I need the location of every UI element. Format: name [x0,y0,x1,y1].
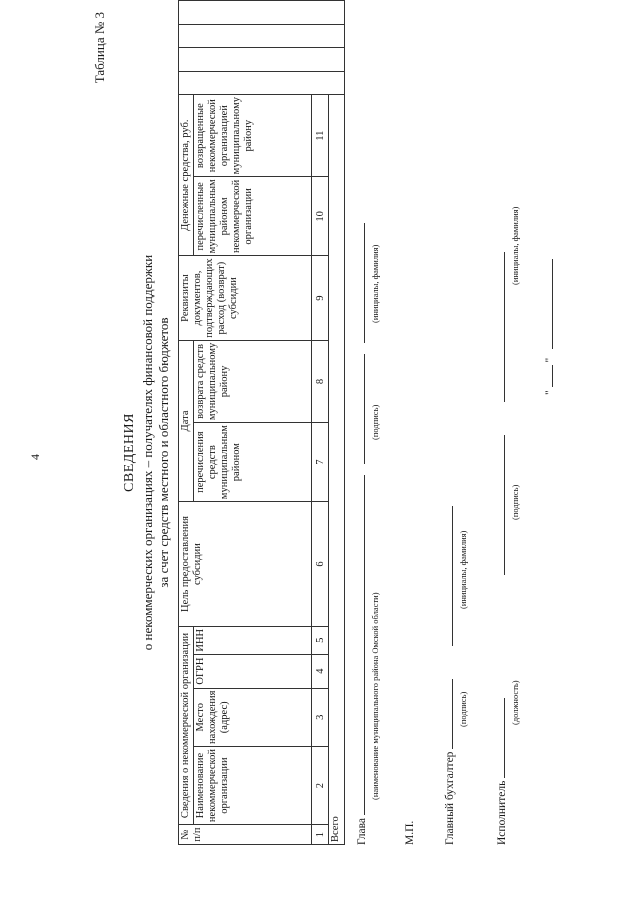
executor-signature-line [492,252,508,845]
header-date-transfer: перечисления средств муниципальным районом [194,423,312,502]
col-number-cell: 4 [312,654,329,688]
header-ogrn: ОГРН [194,654,312,688]
date-line [540,259,556,395]
col-number-cell: 3 [312,688,329,746]
header-purpose: Цель предоставления субсидии [179,502,312,627]
head-name-blank [352,223,365,343]
header-money-return: возвращенные некоммерческой организацией муниципальному району [194,95,312,177]
executor-sign-blank [492,435,505,575]
col-number-cell: 1 [312,825,329,845]
total-row [329,1,345,845]
executor-label: Исполнитель [496,780,508,845]
document-subtitle [140,0,172,905]
accountant-caption-name: (инициалы, фамилия) [458,530,468,609]
header-money-transfer: перечисленные муниципальным районом некоммерческой организации [194,177,312,256]
subsidy-table [178,0,345,845]
head-label: Глава [356,817,368,845]
head-caption-sign: (подпись) [370,404,380,440]
header-row-1 [179,1,194,845]
col-number-cell: 8 [312,340,329,422]
extra-col-3 [179,24,345,47]
accountant-signature-line [440,506,456,845]
date-quote: " [544,357,556,363]
executor-position-blank [492,698,505,778]
head-sign-blank [352,354,365,464]
col-number-cell: 11 [312,95,329,177]
header-name: Наименование некоммерческой организации [194,747,312,825]
col-number-cell: 9 [312,256,329,340]
header-org-group: Сведения о некоммерческой организации [179,626,194,824]
col-number-cell: 7 [312,423,329,502]
col-number-cell: 2 [312,747,329,825]
head-org-blank [352,475,365,815]
header-place: Место нахождения (адрес) [194,688,312,746]
extra-col-1 [179,71,345,94]
accountant-sign-blank [440,679,453,749]
col-number-cell: 6 [312,502,329,627]
col-number-cell: 5 [312,626,329,654]
extra-col-4 [179,1,345,25]
executor-caption-position: (должность) [510,680,520,725]
accountant-label: Главный бухгалтер [444,751,456,845]
date-day-blank [540,365,553,387]
subtitle-line-1: о некоммерческих организациях – получателях финансовой поддержки [140,254,155,651]
page-number: 4 [28,454,42,460]
head-signature-line [352,223,368,845]
header-docs: Реквизиты документов, подтверждающих расход (возврат) субсидии [179,256,312,340]
header-date-return: возврата средств муниципальному району [194,340,312,422]
col-number-cell: 10 [312,177,329,256]
date-month-blank [540,259,553,349]
document-title: СВЕДЕНИЯ [122,413,137,492]
date-quote: " [544,390,556,395]
header-inn: ИНН [194,626,312,654]
head-caption-org: (наименование муниципального района Омской области) [370,592,380,800]
executor-caption-sign: (подпись) [510,484,520,520]
executor-caption-name: (инициалы, фамилия) [510,206,520,285]
header-date-group: Дата [179,340,194,501]
accountant-name-blank [440,506,453,646]
accountant-caption-sign: (подпись) [458,691,468,727]
header-num: № п/п [179,825,312,845]
head-caption-name: (инициалы, фамилия) [370,244,380,323]
stamp-mark: М.П. [404,820,416,845]
table-label: Таблица № 3 [92,12,107,84]
extra-col-2 [179,48,345,71]
subtitle-line-2: за счет средств местного и областного бюджетов [156,317,171,588]
column-numbers-row [312,1,329,845]
total-label: Всего [329,95,345,845]
header-money-group: Денежные средства, руб. [179,95,194,256]
executor-name-blank [492,252,505,402]
header-row-2 [194,1,312,845]
